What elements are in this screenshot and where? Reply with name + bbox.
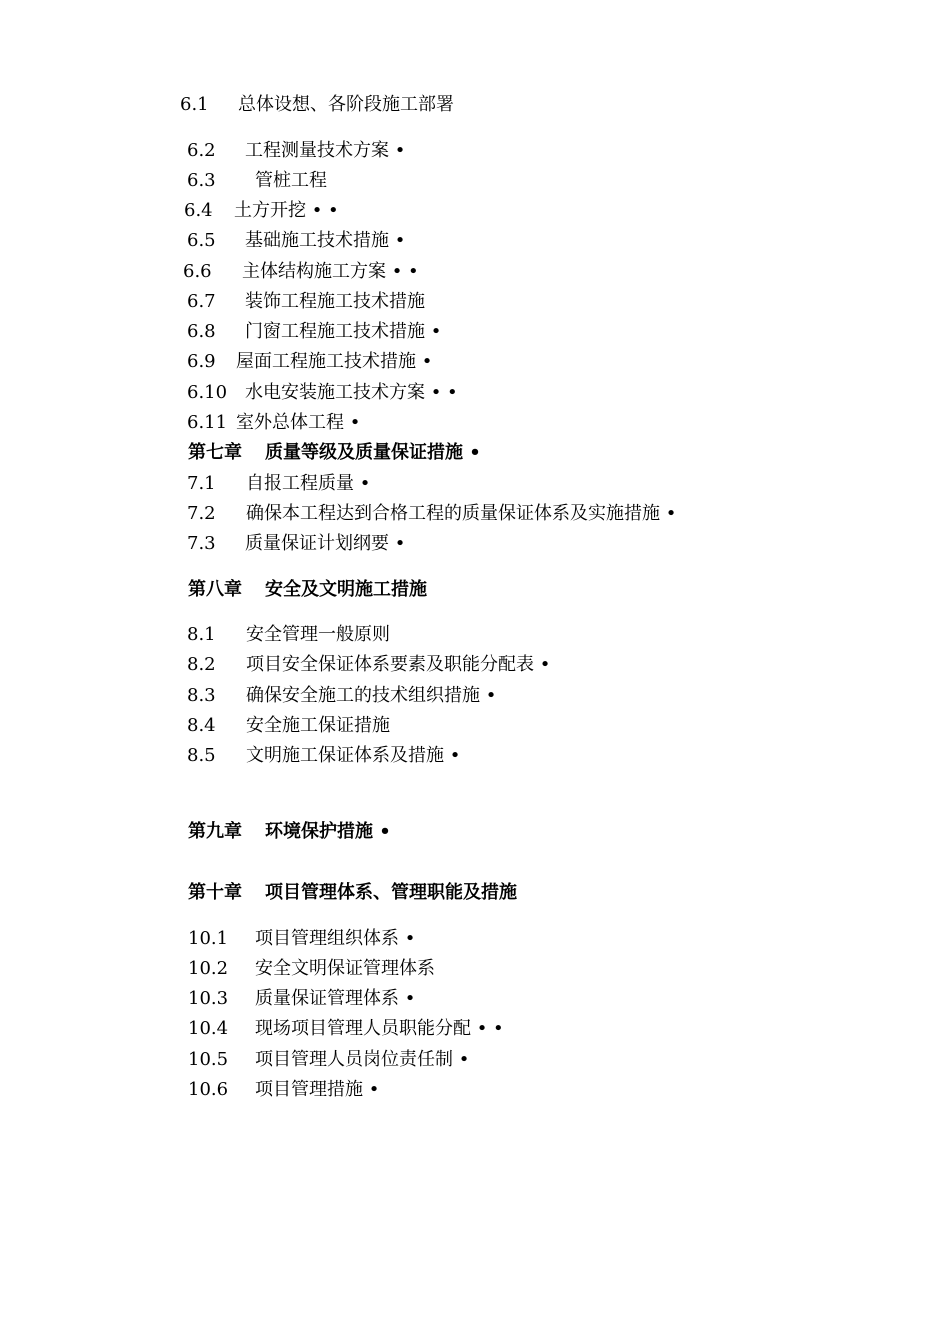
toc-number: 10.6: [188, 1079, 229, 1100]
toc-title: 土方开挖 • •: [234, 200, 339, 221]
toc-number: 8.5: [187, 745, 216, 766]
toc-number: 7.3: [187, 533, 216, 554]
toc-line-6-5: [187, 230, 405, 252]
toc-line-10-4: [188, 1018, 504, 1040]
toc-number: 6.7: [187, 291, 216, 312]
toc-title: 安全施工保证措施: [246, 715, 390, 736]
toc-number: 6.9: [187, 351, 216, 372]
toc-title: 现场项目管理人员职能分配 • •: [255, 1018, 504, 1039]
toc-title: 主体结构施工方案 • •: [242, 261, 419, 282]
toc-title: 屋面工程施工技术措施 •: [236, 351, 433, 372]
toc-line-6-1: [180, 94, 454, 116]
chapter-number: 第十章: [188, 882, 242, 903]
toc-line-10-2: [188, 958, 435, 980]
toc-line-6-10: [187, 382, 458, 404]
toc-title: 文明施工保证体系及措施 •: [246, 745, 461, 766]
toc-title: 安全文明保证管理体系: [255, 958, 435, 979]
chapter-title: 安全及文明施工措施: [265, 579, 427, 600]
toc-line-7-1: [187, 473, 370, 495]
toc-line-6-11: [187, 412, 360, 434]
toc-title: 装饰工程施工技术措施: [245, 291, 425, 312]
chapter-title: 项目管理体系、管理职能及措施: [265, 882, 517, 903]
toc-chapter-10: [188, 882, 517, 904]
toc-line-8-4: [187, 715, 390, 737]
toc-number: 6.2: [187, 140, 216, 161]
toc-line-6-8: [187, 321, 441, 343]
toc-title: 质量保证管理体系 •: [255, 988, 416, 1009]
toc-line-6-4: [184, 200, 339, 222]
toc-title: 质量保证计划纲要 •: [245, 533, 406, 554]
toc-title: 项目安全保证体系要素及职能分配表 •: [246, 654, 551, 675]
toc-title: 基础施工技术措施 •: [245, 230, 406, 251]
toc-line-6-9: [187, 351, 432, 373]
toc-title: 室外总体工程 •: [236, 412, 361, 433]
toc-number: 6.11: [187, 412, 228, 433]
toc-number: 10.2: [188, 958, 229, 979]
toc-line-8-5: [187, 745, 460, 767]
chapter-number: 第九章: [188, 821, 242, 842]
toc-chapter-7: [188, 442, 481, 464]
toc-line-6-2: [187, 140, 405, 162]
toc-number: 6.10: [187, 382, 228, 403]
toc-number: 7.1: [187, 473, 216, 494]
toc-title: 门窗工程施工技术措施 •: [245, 321, 442, 342]
toc-line-6-6: [183, 261, 419, 283]
toc-number: 10.3: [188, 988, 229, 1009]
toc-number: 6.6: [183, 261, 212, 282]
toc-title: 工程测量技术方案 •: [245, 140, 406, 161]
toc-line-10-5: [188, 1049, 469, 1071]
toc-line-6-7: [187, 291, 425, 313]
toc-title: 水电安装施工技术方案 • •: [245, 382, 458, 403]
toc-title: 自报工程质量 •: [246, 473, 371, 494]
toc-chapter-9: [188, 821, 391, 843]
toc-line-10-1: [188, 928, 415, 950]
toc-title: 总体设想、各阶段施工部署: [238, 94, 454, 115]
toc-title: 项目管理措施 •: [255, 1079, 380, 1100]
toc-number: 6.8: [187, 321, 216, 342]
toc-chapter-8: [188, 579, 427, 601]
toc-number: 6.1: [180, 94, 209, 115]
toc-line-10-3: [188, 988, 415, 1010]
toc-line-7-2: [187, 503, 676, 525]
toc-number: 6.3: [187, 170, 216, 191]
toc-number: 10.1: [188, 928, 229, 949]
chapter-number: 第八章: [188, 579, 242, 600]
toc-number: 8.2: [187, 654, 216, 675]
toc-title: 确保本工程达到合格工程的质量保证体系及实施措施 •: [246, 503, 677, 524]
toc-line-8-1: [187, 624, 390, 646]
toc-line-10-6: [188, 1079, 379, 1101]
toc-number: 10.4: [188, 1018, 229, 1039]
toc-number: 10.5: [188, 1049, 229, 1070]
toc-title: 确保安全施工的技术组织措施 •: [246, 685, 497, 706]
chapter-title: 环境保护措施 •: [265, 821, 391, 842]
chapter-title: 质量等级及质量保证措施 •: [265, 442, 481, 463]
toc-line-7-3: [187, 533, 405, 555]
toc-number: 6.4: [184, 200, 213, 221]
toc-line-6-3: [187, 170, 327, 192]
toc-number: 8.1: [187, 624, 216, 645]
toc-title: 项目管理人员岗位责任制 •: [255, 1049, 470, 1070]
toc-line-8-2: [187, 654, 550, 676]
toc-number: 6.5: [187, 230, 216, 251]
chapter-number: 第七章: [188, 442, 242, 463]
toc-title: 安全管理一般原则: [246, 624, 390, 645]
toc-title: 项目管理组织体系 •: [255, 928, 416, 949]
toc-number: 8.3: [187, 685, 216, 706]
toc-number: 7.2: [187, 503, 216, 524]
toc-number: 8.4: [187, 715, 216, 736]
toc-title: 管桩工程: [255, 170, 327, 191]
toc-line-8-3: [187, 685, 496, 707]
